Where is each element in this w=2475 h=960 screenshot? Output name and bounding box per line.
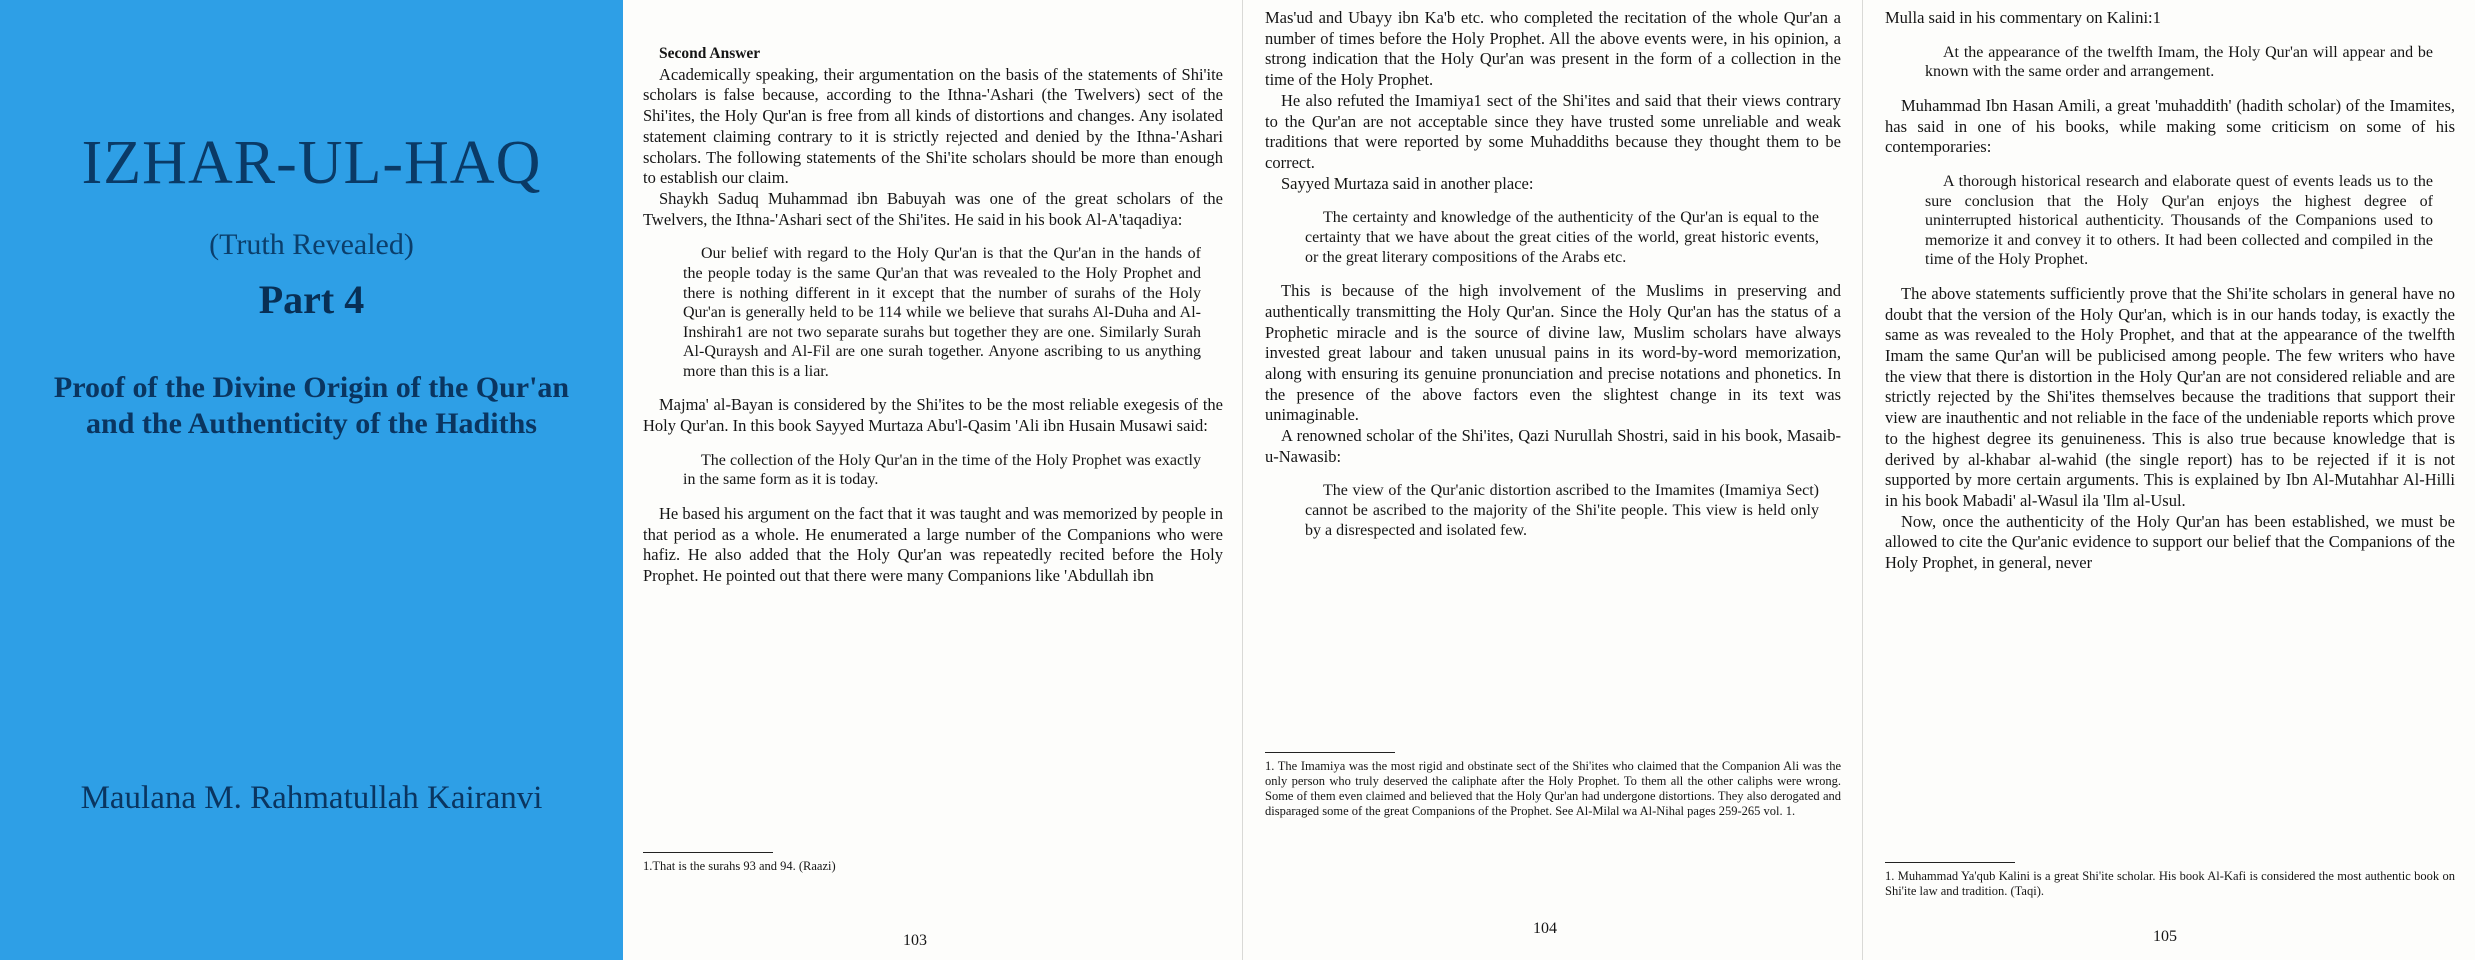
cover-subtitle: (Truth Revealed) bbox=[209, 228, 414, 261]
footnote-text: 1. Muhammad Ya'qub Kalini is a great Shi'ite scholar. His book Al-Kafi is considered the most authentic book on Shi'ite law and tradition. (Taqi). bbox=[1885, 869, 2455, 898]
cover-proof-text bbox=[0, 370, 623, 442]
paragraph: Shaykh Saduq Muhammad ibn Babuyah was one of the great scholars of the Twelvers, the Ithna-'Ashari sect of the Shi'ites. He said in his book Al-A'taqadiya: bbox=[643, 188, 1223, 229]
block-quote bbox=[1305, 481, 1819, 540]
page-105-footnote bbox=[1885, 862, 2455, 899]
footnote-rule bbox=[1885, 862, 2015, 863]
footnote-rule bbox=[1265, 752, 1395, 753]
cover-part: Part 4 bbox=[258, 277, 365, 322]
paragraph: He also refuted the Imamiya1 sect of the Shi'ites and said that their views contrary to the Qur'an are not acceptable since they have trusted some unreliable and weak traditions that were reported by some Muhaddiths because they thought them to be correct. bbox=[1265, 90, 1841, 172]
paragraph: Now, once the authenticity of the Holy Qur'an has been established, we must be allowed to cite the Qur'anic evidence to support our belief that the Companions of the Holy Prophet, in general, never bbox=[1885, 511, 2455, 573]
footnote-text: 1. The Imamiya was the most rigid and obstinate sect of the Shi'ites who claimed that the Companion Ali was the only person who truly deserved the caliphate after the Holy Prophet. To them all the other caliphs were wrong. Some of them even claimed and believed that the Holy Qur'an had undergone distortions. They also derogated and disparaged some of the great Companions of the Prophet. See Al-Milal wa Al-Nihal pages 259-265 vol. 1. bbox=[1265, 759, 1841, 818]
block-quote bbox=[1305, 208, 1819, 267]
page-103-body bbox=[643, 44, 1223, 587]
page-105-body bbox=[1885, 8, 2455, 574]
page-104 bbox=[1243, 0, 1863, 960]
book-cover bbox=[0, 0, 623, 960]
quote-text: The view of the Qur'anic distortion ascribed to the Imamites (Imamiya Sect) cannot be ascribed to the majority of the Shi'ite people. This view is held only by a disrespected and isolated few. bbox=[1305, 482, 1819, 539]
quote-text: The certainty and knowledge of the authenticity of the Qur'an is equal to the certainty that we have about the great cities of the world, great historic events, or the great literary compositions of the Arabs etc. bbox=[1305, 209, 1819, 266]
paragraph: He based his argument on the fact that it was taught and was memorized by people in that period as a whole. He enumerated a large number of the Companions who were hafiz. He also added that the Holy Qur'an was repeatedly recited before the Holy Prophet. He pointed out that there were many Companions like 'Abdullah ibn bbox=[643, 504, 1223, 586]
block-quote bbox=[1925, 172, 2433, 270]
page-number: 103 bbox=[903, 932, 927, 949]
page-104-body bbox=[1265, 8, 1841, 554]
cover-title: IZHAR-UL-HAQ bbox=[81, 129, 542, 197]
page-103-footnote bbox=[643, 852, 1223, 874]
paragraph: This is because of the high involvement of the Muslims in preserving and authentically transmitting the Holy Qur'an. Since the Holy Qur'an has the status of a Prophetic miracle and is the source of divine law, Muslim scholars have always invested great labour and taken unusual pains in its word-by-word memorization, along with ensuring its genuine pronunciation and precise notations and phonetics. In the presence of the above factors even the slightest change in its text was unimaginable. bbox=[1265, 281, 1841, 425]
block-quote bbox=[683, 451, 1201, 490]
footnote-rule bbox=[643, 852, 773, 853]
paragraph: Muhammad Ibn Hasan Amili, a great 'muhaddith' (hadith scholar) of the Imamites, has said in one of his books, while making some criticism on some of his contemporaries: bbox=[1885, 95, 2455, 157]
paragraph: Sayyed Murtaza said in another place: bbox=[1281, 173, 1534, 193]
paragraph: A renowned scholar of the Shi'ites, Qazi Nurullah Shostri, said in his book, Masaib-u-Nawasib: bbox=[1265, 426, 1841, 466]
quote-text: At the appearance of the twelfth Imam, the Holy Qur'an will appear and be known with the same order and arrangement. bbox=[1925, 43, 2433, 81]
block-quote bbox=[683, 244, 1201, 381]
paragraph: The above statements sufficiently prove that the Shi'ite scholars in general have no doubt that the version of the Holy Qur'an, which is in our hands today, is exactly the same as was revealed to the Holy Prophet, and that at the appearance of the twelfth Imam the same Qur'an will be publicised among people. The few writers who have the view that there is distortion in the Holy Qur'an are not considered reliable and are strictly rejected by the Shi'ites themselves because the traditions that support their view are inauthentic and not reliable in the face of the undeniable reports which prove to the highest degree its genuineness. This is also true because knowledge that is derived by al-khabar al-wahid (the single report) has to be rejected if it is not supported by more certain arguments. This is explained by Ibn Al-Mutahhar Al-Hilli in his book Mabadi' al-Wasul ila 'Ilm al-Usul. bbox=[1885, 283, 2455, 510]
page-number: 104 bbox=[1533, 920, 1557, 937]
section-heading: Second Answer bbox=[659, 45, 761, 62]
footnote-text: 1.That is the surahs 93 and 94. (Raazi) bbox=[643, 859, 836, 873]
quote-text: Our belief with regard to the Holy Qur'an is that the Qur'an in the hands of the people today is the same Qur'an that was revealed to the Holy Prophet and there is nothing different in it except that the number of surahs of the Holy Qur'an is generally held to be 114 while we believe that surahs Al-Duha and Al-Inshirah1 are not two separate surahs but together they are one. Similarly Surah Al-Quraysh and Al-Fil are one surah together. Anyone ascribing to us anything more than this is a liar. bbox=[683, 245, 1201, 380]
quote-text: A thorough historical research and elaborate quest of events leads us to the sure conclusion that the Holy Qur'an enjoys the highest degree of uninterrupted historical authenticity. Thousands of the Companions used to memorize it and convey it to others. It had been collected and compiled in the time of the Holy Prophet. bbox=[1925, 173, 2433, 269]
block-quote bbox=[1925, 43, 2433, 82]
paragraph: Majma' al-Bayan is considered by the Shi'ites to be the most reliable exegesis of the Holy Qur'an. In this book Sayyed Murtaza Abu'l-Qasim 'Ali ibn Husain Musawi said: bbox=[643, 395, 1223, 436]
paragraph: Academically speaking, their argumentation on the basis of the statements of Shi'ite scholars is false because, according to the Ithna-'Ashari (the Twelvers) sect of the Shi'ites, the Holy Qur'an is free from all kinds of distortions and changes. Any isolated statement claiming contrary to it is strictly rejected and denied by the Ithna-'Ashari scholars. The following statements of the Shi'ite scholars should be more than enough to establish our claim. bbox=[643, 64, 1223, 188]
page-104-footnote bbox=[1265, 752, 1841, 819]
paragraph: Mas'ud and Ubayy ibn Ka'b etc. who completed the recitation of the whole Qur'an a number of times before the Holy Prophet. All the above events were, in his opinion, a strong indication that the Holy Qur'an was present in the form of a collection in the time of the Holy Prophet. bbox=[1265, 8, 1841, 90]
page-number: 105 bbox=[2153, 928, 2177, 945]
cover-author: Maulana M. Rahmatullah Kairanvi bbox=[80, 780, 543, 816]
paragraph: Mulla said in his commentary on Kalini:1 bbox=[1885, 8, 2161, 27]
cover-proof-line-1: Proof of the Divine Origin of the Qur'an bbox=[53, 371, 570, 404]
page-105 bbox=[1863, 0, 2475, 960]
quote-text: The collection of the Holy Qur'an in the time of the Holy Prophet was exactly in the same form as it is today. bbox=[683, 451, 1201, 489]
cover-proof-line-2: and the Authenticity of the Hadiths bbox=[86, 407, 537, 440]
page-103 bbox=[623, 0, 1243, 960]
